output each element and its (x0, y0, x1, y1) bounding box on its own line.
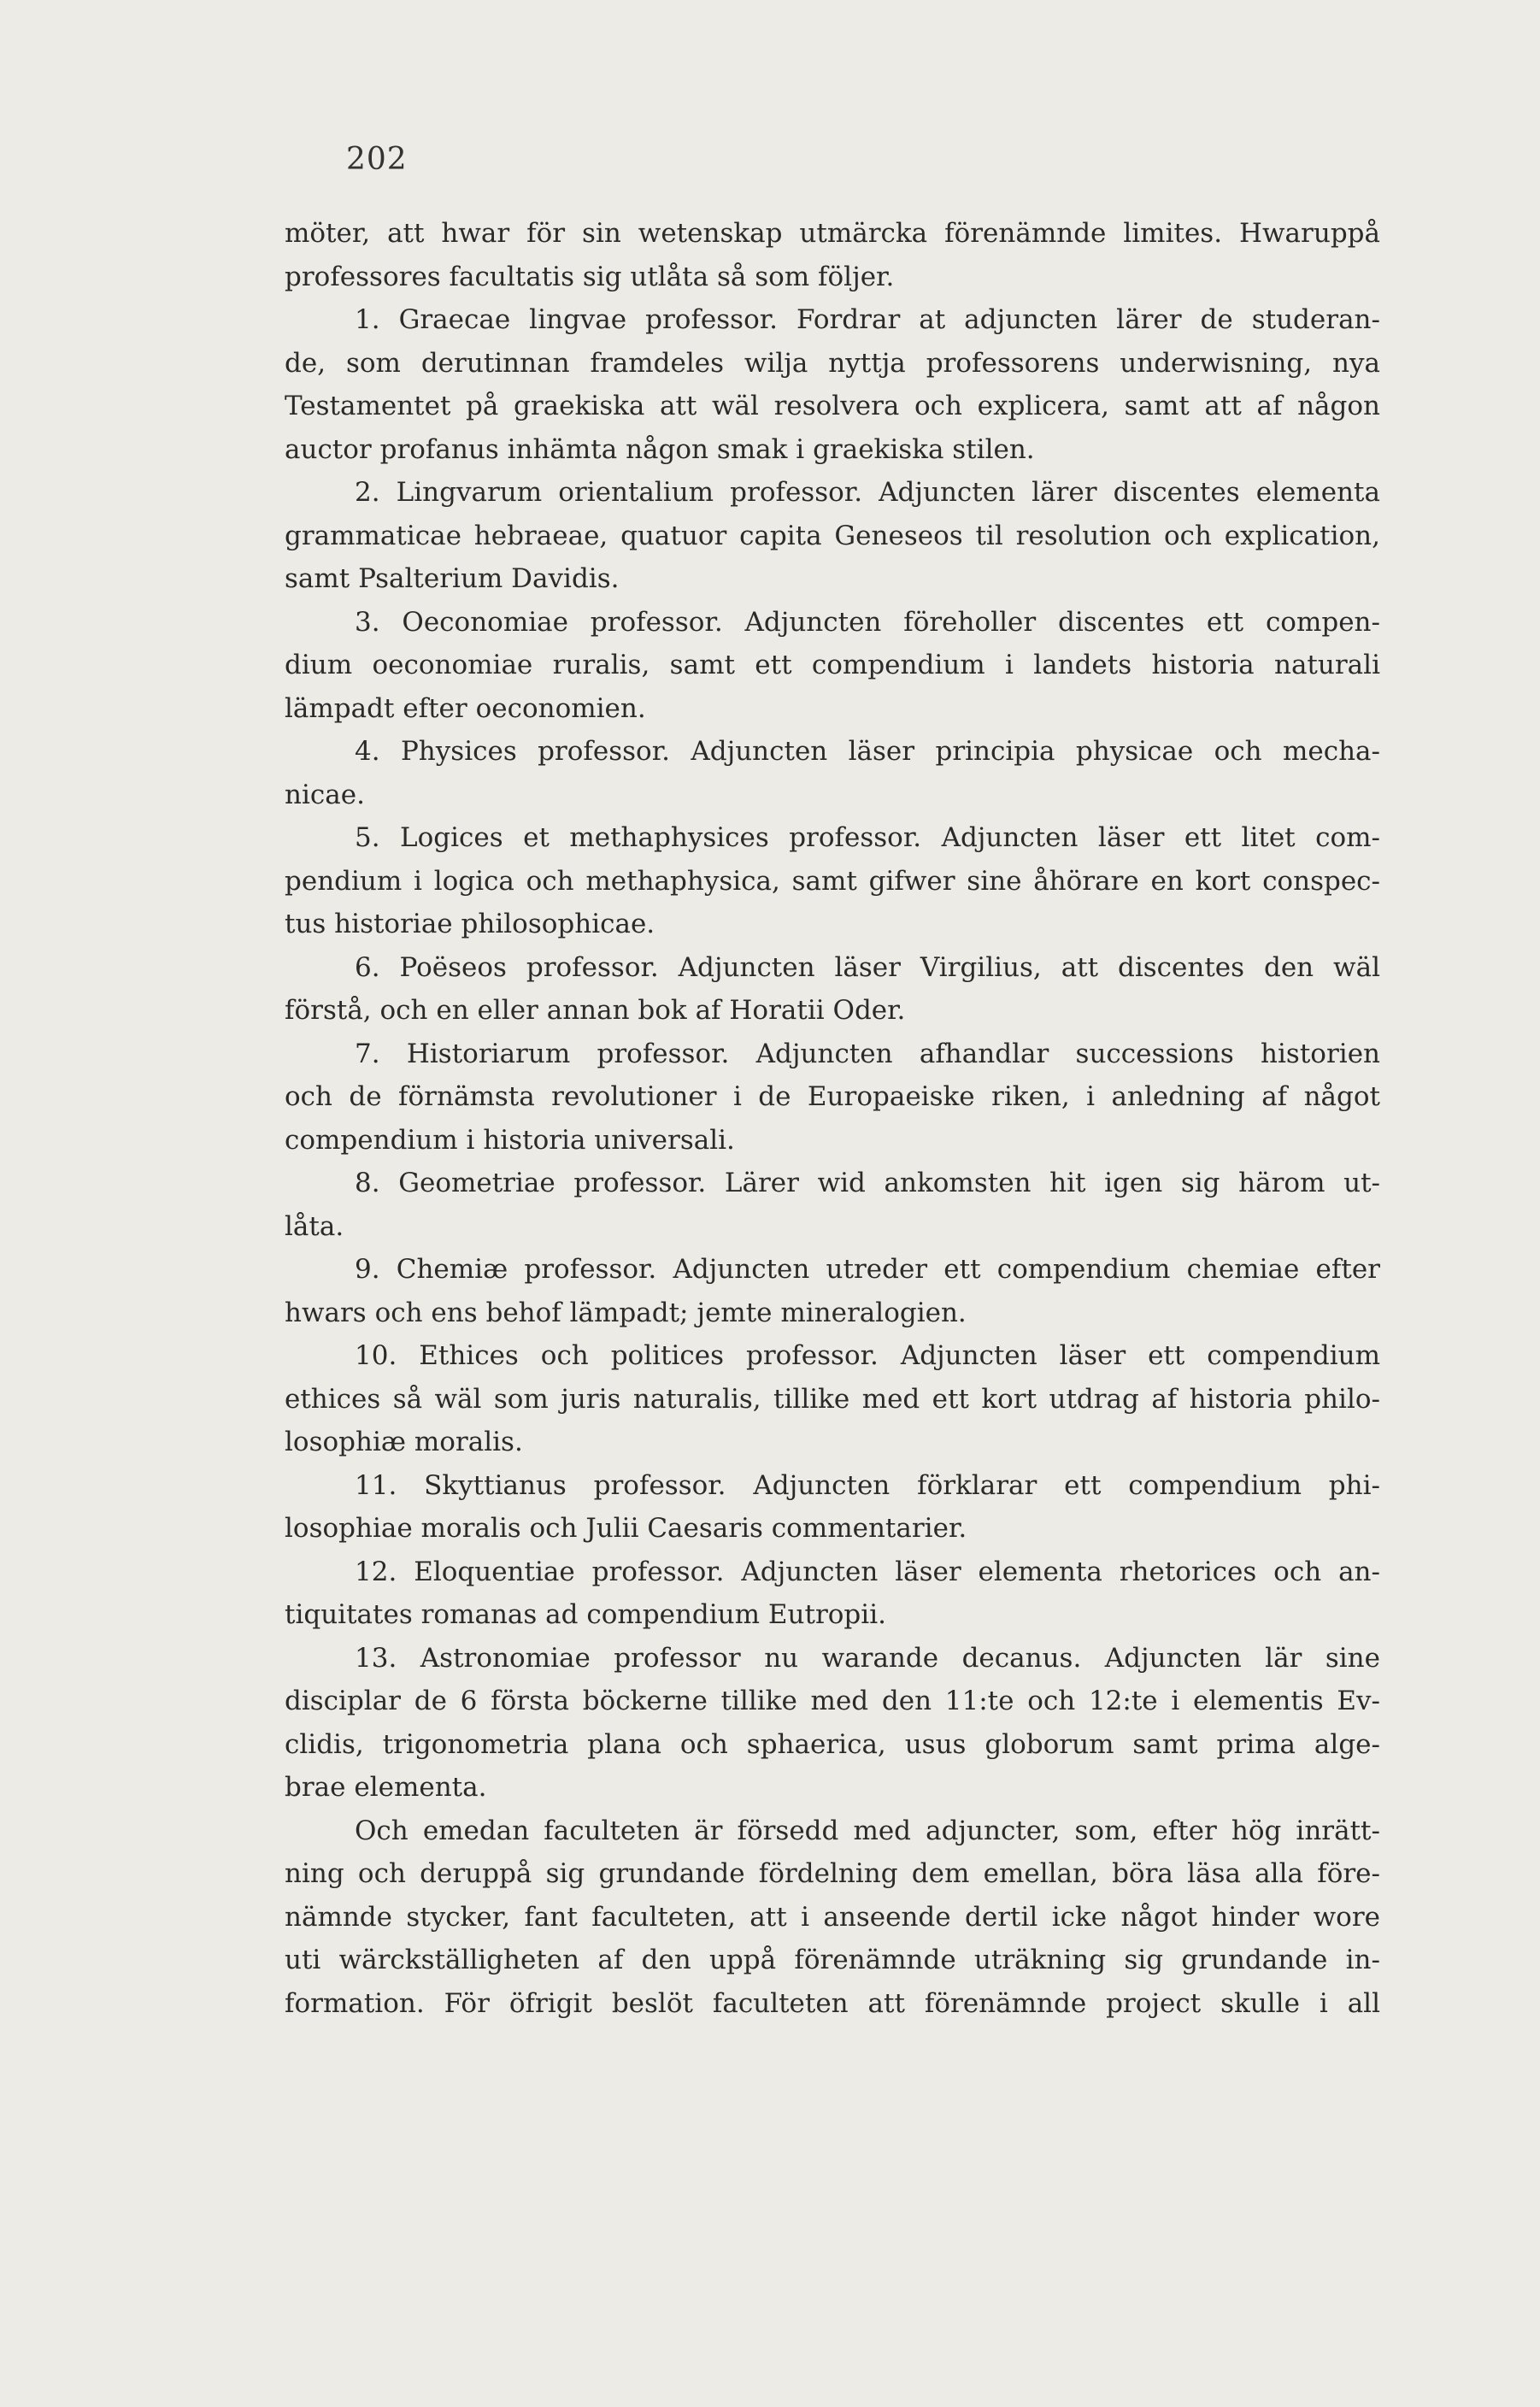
text-line: 11. Skyttianus professor. Adjuncten förklarar ett compendium phi- (355, 1469, 1380, 1501)
text-line: brae elementa. (285, 1772, 487, 1803)
text-line: 9. Chemiæ professor. Adjuncten utreder ett compendium chemiae efter (355, 1254, 1380, 1285)
text-line: 8. Geometriae professor. Lärer wid ankomsten hit igen sig härom ut- (355, 1168, 1380, 1198)
text-line: uti wärckställigheten af den uppå förenämnde uträkning sig grundande in- (285, 1945, 1380, 1975)
text-line: 12. Eloquentiae professor. Adjuncten läser elementa rhetorices och an- (355, 1556, 1380, 1587)
text-line: 13. Astronomiae professor nu warande decanus. Adjuncten lär sine (355, 1642, 1380, 1674)
text-line: ethices så wäl som juris naturalis, tillike med ett kort utdrag af historia philo- (285, 1383, 1380, 1415)
text-line: 10. Ethices och politices professor. Adjuncten läser ett compendium (355, 1340, 1380, 1371)
text-line: 4. Physices professor. Adjuncten läser principia physicae och mecha- (355, 736, 1380, 767)
text-line: losophiæ moralis. (285, 1427, 523, 1457)
text-line: hwars och ens behof lämpadt; jemte mineralogien. (285, 1297, 967, 1328)
text-line: auctor profanus inhämta någon smak i graekiska stilen. (285, 433, 1035, 465)
text-line: ning och deruppå sig grundande fördelning dem emellan, böra läsa alla före- (285, 1858, 1380, 1889)
text-line: formation. För öfrigit beslöt faculteten att förenämnde project skulle i all (285, 1987, 1380, 2019)
text-line: losophiae moralis och Julii Caesaris commentarier. (285, 1513, 967, 1544)
text-line: clidis, trigonometria plana och sphaerica, usus globorum samt prima alge- (285, 1728, 1380, 1760)
text-line: 7. Historiarum professor. Adjuncten afhandlar successions historien (355, 1038, 1380, 1069)
text-block (285, 212, 1380, 2025)
text-line: nicae. (285, 779, 365, 810)
text-line: och de förnämsta revolutioner i de Europaeiske riken, i anledning af något (285, 1081, 1380, 1112)
text-line: låta. (285, 1210, 344, 1242)
text-line: samt Psalterium Davidis. (285, 563, 620, 594)
text-line: de, som derutinnan framdeles wilja nyttja professorens underwisning, nya (285, 347, 1380, 379)
text-line: Testamentet på graekiska att wäl resolvera och explicera, samt att af någon (285, 391, 1380, 421)
text-line: professores facultatis sig utlåta så som följer. (285, 261, 895, 292)
text-line: pendium i logica och methaphysica, samt gifwer sine åhörare en kort conspec- (285, 865, 1380, 897)
text-line: lämpadt efter oeconomien. (285, 692, 646, 724)
text-line: nämnde stycker, fant faculteten, att i anseende dertil icke något hinder wore (285, 1901, 1380, 1933)
text-line: 5. Logices et methaphysices professor. Adjuncten läser ett litet com- (355, 822, 1380, 853)
text-line: 3. Oeconomiae professor. Adjuncten föreholler discentes ett compen- (355, 606, 1380, 638)
text-line: 1. Graecae lingvae professor. Fordrar at adjuncten lärer de studeran- (355, 304, 1380, 335)
text-line: disciplar de 6 första böckerne tillike med den 11:te och 12:te i elementis Ev- (285, 1686, 1380, 1716)
text-line: 2. Lingvarum orientalium professor. Adjuncten lärer discentes elementa (355, 477, 1380, 508)
text-line: dium oeconomiae ruralis, samt ett compendium i landets historia naturali (285, 650, 1380, 680)
text-line: möter, att hwar för sin wetenskap utmärcka förenämnde limites. Hwaruppå (285, 218, 1380, 249)
text-line: grammaticae hebraeae, quatuor capita Geneseos til resolution och explication, (285, 520, 1380, 551)
text-line: förstå, och en eller annan bok af Horatii Oder. (285, 995, 906, 1026)
text-line: tiquitates romanas ad compendium Eutropii. (285, 1599, 886, 1630)
text-line: tus historiae philosophicae. (285, 909, 655, 939)
page-number: 202 (346, 142, 408, 177)
text-line: compendium i historia universali. (285, 1124, 735, 1156)
text-line: 6. Poëseos professor. Adjuncten läser Virgilius, att discentes den wäl (355, 951, 1380, 983)
text-line: Och emedan faculteten är försedd med adjuncter, som, efter hög inrätt- (355, 1815, 1380, 1846)
